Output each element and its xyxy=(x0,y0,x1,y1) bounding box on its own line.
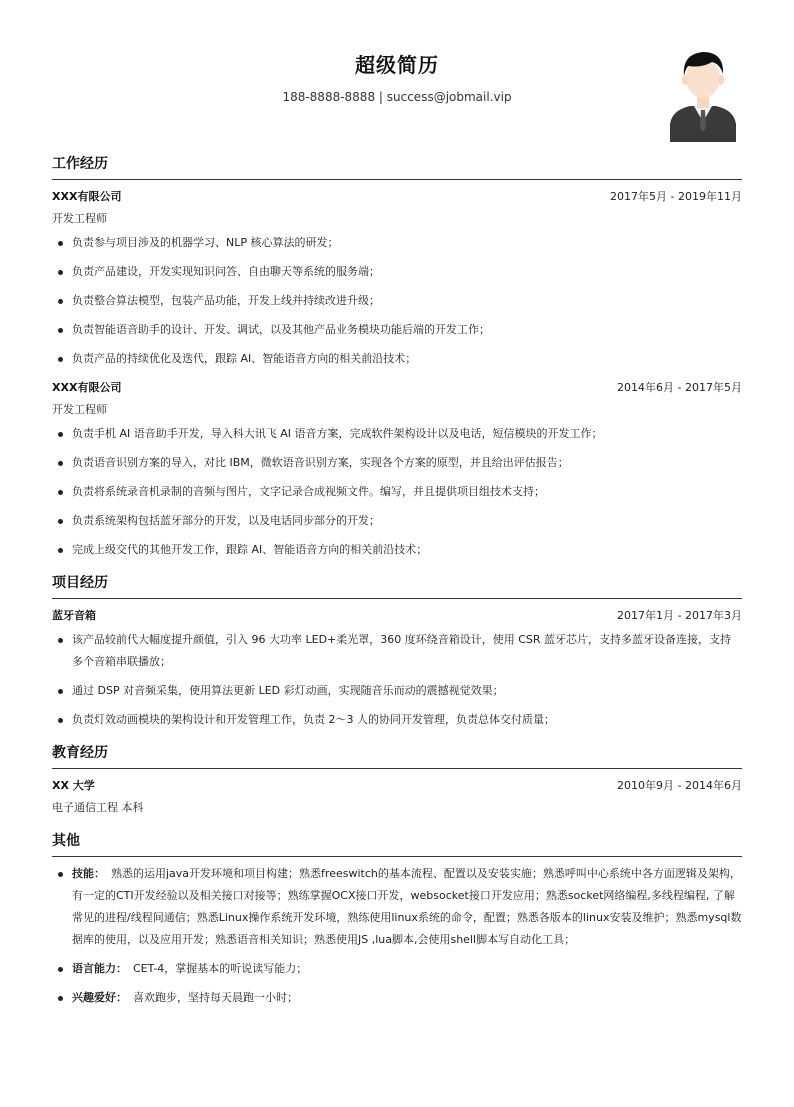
list-item: 负责智能语音助手的设计、开发、调试，以及其他产品业务模块功能后端的开发工作； xyxy=(52,319,742,341)
list-item: 负责产品建设，开发实现知识问答、自由聊天等系统的服务端； xyxy=(52,261,742,283)
company-name: XXX有限公司 xyxy=(52,381,122,394)
item-label: 兴趣爱好： xyxy=(72,991,127,1004)
list-item: 完成上级交代的其他开发工作，跟踪 AI、智能语音方向的相关前沿技术； xyxy=(52,539,742,561)
list-item: 负责整合算法模型，包装产品功能，开发上线并持续改进升级； xyxy=(52,290,742,312)
work-experience-section xyxy=(52,152,742,561)
entry-date: 2017年5月 - 2019年11月 xyxy=(610,190,742,203)
candidate-name: 超级简历 xyxy=(355,53,439,77)
project-experience-section xyxy=(52,571,742,731)
list-item: 该产品较前代大幅度提升颜值，引入 96 大功率 LED+柔光罩，360 度环绕音箱设计，使用 CSR 蓝牙芯片，支持多蓝牙设备连接，支持多个音箱串联播放； xyxy=(52,629,742,673)
list-item xyxy=(52,863,742,951)
list-item xyxy=(52,987,742,1009)
work-entry xyxy=(52,377,742,561)
avatar-photo xyxy=(666,46,740,142)
list-item: 负责参与项目涉及的机器学习、NLP 核心算法的研发； xyxy=(52,232,742,254)
list-item: 负责系统架构包括蓝牙部分的开发，以及电话同步部分的开发； xyxy=(52,510,742,532)
section-title-work: 工作经历 xyxy=(52,152,742,180)
section-title-education: 教育经历 xyxy=(52,741,742,769)
section-title-other: 其他 xyxy=(52,829,742,857)
list-item: 通过 DSP 对音频采集，使用算法更新 LED 彩灯动画，实现随音乐而动的震撼视觉效果； xyxy=(52,680,742,702)
job-role: 开发工程师 xyxy=(52,403,107,416)
resume-body xyxy=(52,152,742,1019)
list-item xyxy=(52,958,742,980)
school-name: XX 大学 xyxy=(52,779,95,792)
other-section xyxy=(52,829,742,1009)
education-section xyxy=(52,741,742,819)
list-item: 负责产品的持续优化及迭代，跟踪 AI、智能语音方向的相关前沿技术； xyxy=(52,348,742,370)
item-text: CET-4，掌握基本的听说读写能力； xyxy=(133,962,308,975)
work-entry xyxy=(52,186,742,370)
project-entry xyxy=(52,605,742,731)
list-item: 负责手机 AI 语音助手开发，导入科大讯飞 AI 语音方案，完成软件架构设计以及电话，短信模块的开发工作； xyxy=(52,423,742,445)
item-label: 语言能力： xyxy=(72,962,127,975)
company-name: XXX有限公司 xyxy=(52,190,122,203)
job-role: 开发工程师 xyxy=(52,212,107,225)
section-title-project: 项目经历 xyxy=(52,571,742,599)
project-name: 蓝牙音箱 xyxy=(52,609,96,622)
entry-date: 2017年1月 - 2017年3月 xyxy=(617,609,742,622)
item-text: 熟悉的运用java开发环境和项目构建；熟悉freeswitch的基本流程、配置以及安装实施；熟悉呼叫中心系统中各方面逻辑及架构，有一定的CTI开发经验以及相关接口对接等；熟练掌握OCX接口开发，websocket接口开发应用；熟悉socket网络编程,多线程编程, 了解常见的进程/线程间通信；熟悉Linux操作系统开发环境，熟练使用linux系统的命令，配置；熟悉各版本的linux安装及维护；熟悉mysql数据库的使用，以及应用开发；熟悉语音相关知识；熟悉使用JS ,lua脚本,会使用shell脚本写自动化工具； xyxy=(72,867,742,946)
education-entry xyxy=(52,775,742,819)
list-item: 负责语音识别方案的导入，对比 IBM，微软语音识别方案，实现各个方案的原型，并且给出评估报告； xyxy=(52,452,742,474)
entry-date: 2014年6月 - 2017年5月 xyxy=(617,381,742,394)
contact-info: 188-8888-8888 | success@jobmail.vip xyxy=(282,90,512,104)
entry-date: 2010年9月 - 2014年6月 xyxy=(617,779,742,792)
list-item: 负责将系统录音机录制的音频与图片，文字记录合成视频文件。编写，并且提供项目组技术支持； xyxy=(52,481,742,503)
item-label: 技能： xyxy=(72,867,105,880)
major-degree: 电子通信工程 本科 xyxy=(52,801,144,814)
list-item: 负责灯效动画模块的架构设计和开发管理工作，负责 2～3 人的协同开发管理，负责总体交付质量； xyxy=(52,709,742,731)
item-text: 喜欢跑步，坚持每天晨跑一小时； xyxy=(133,991,298,1004)
